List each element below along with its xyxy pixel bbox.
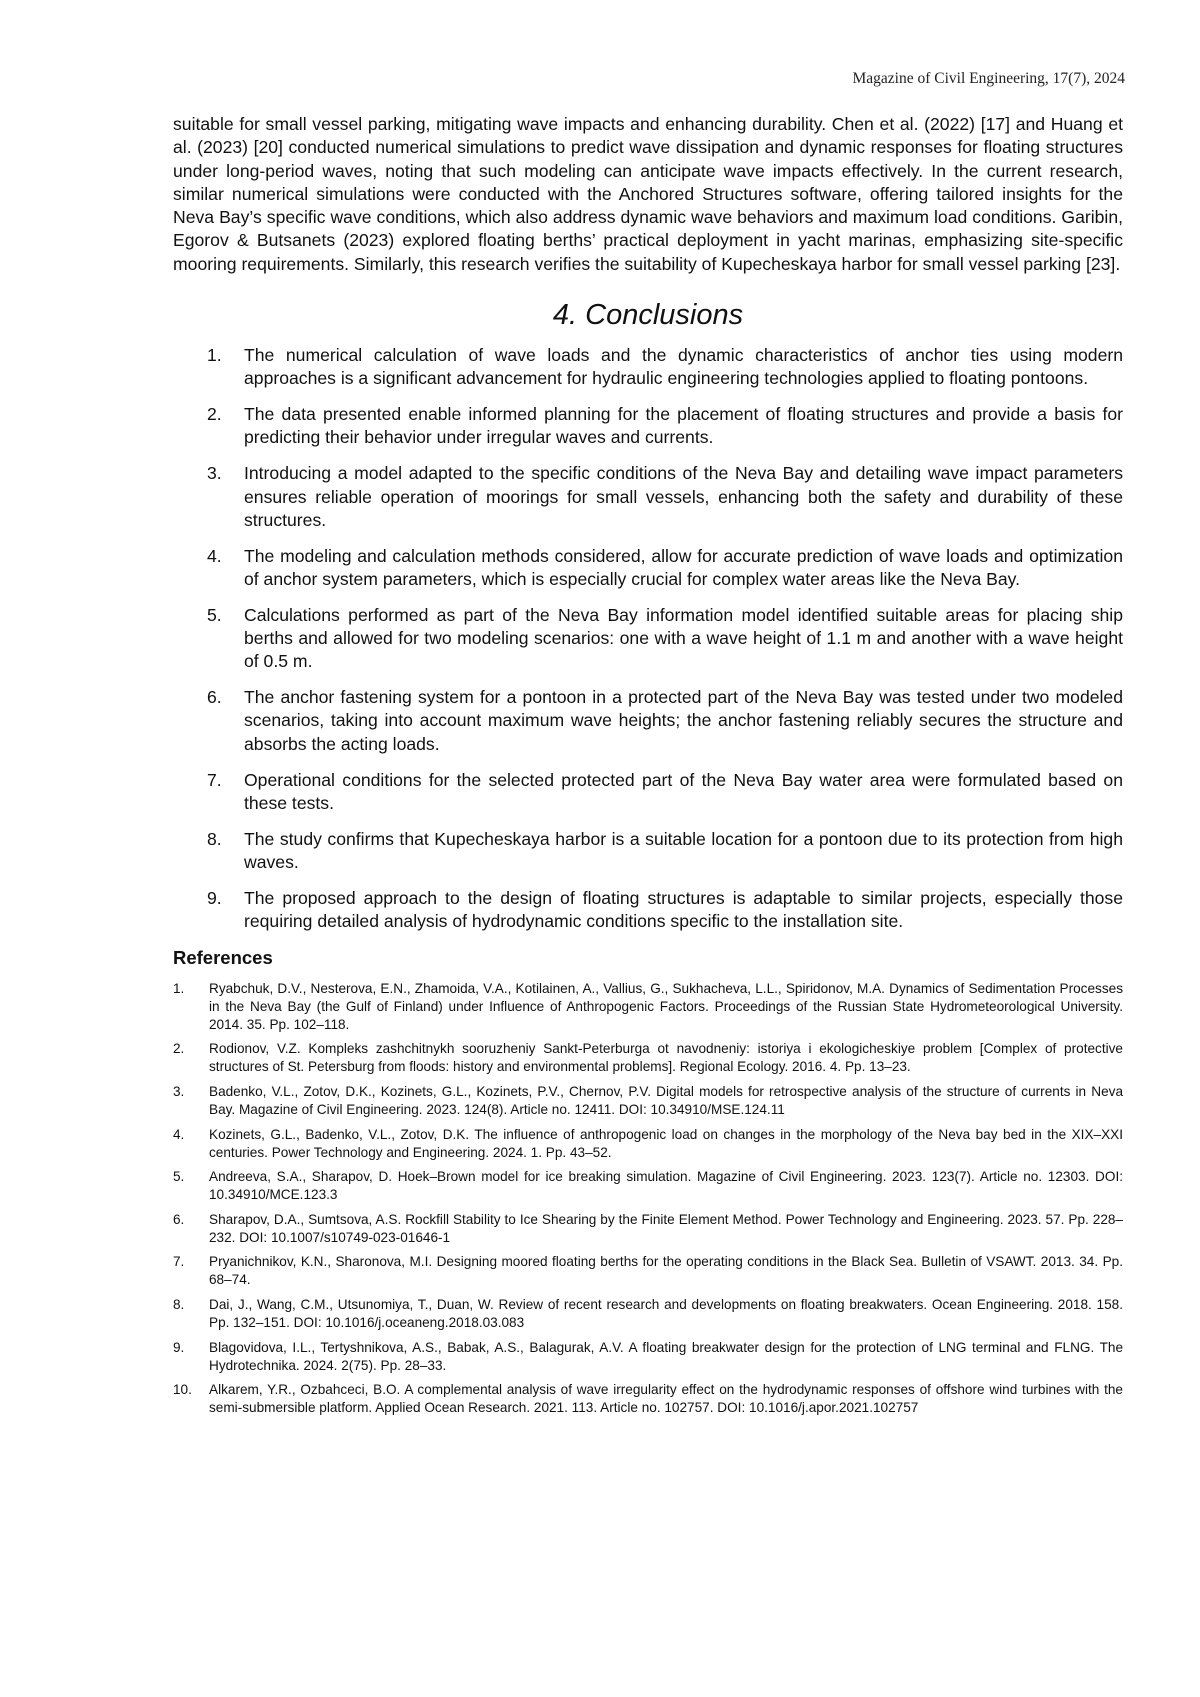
reference-number: 6.	[173, 1211, 185, 1227]
conclusion-text: The data presented enable informed planning for the placement of floating structures and provide a basis for predicting their behavior under irregular waves and currents.	[244, 404, 1123, 448]
conclusion-text: The proposed approach to the design of floating structures is adaptable to similar projects, especially those requiring detailed analysis of hydrodynamic conditions specific to the installation site.	[244, 887, 1123, 932]
reference-item	[173, 1253, 1123, 1289]
conclusion-number: 7.	[207, 769, 222, 790]
conclusion-text: The anchor fastening system for a pontoon in a protected part of the Neva Bay was tested under two modeled scenarios, taking into account maximum wave heights; the anchor fastening reliably secures the structure and absorbs the acting loads.	[244, 687, 1123, 754]
reference-text: Badenko, V.L., Zotov, D.K., Kozinets, G.L., Kozinets, P.V., Chernov, P.V. Digital models for retrospective analysis of the structure of currents in Neva Bay. Magazine of Civil Engineering. 2023. 124(8). Article no. 12411. DOI: 10.34910/MSE.124.11	[209, 1084, 1123, 1117]
conclusion-text: The modeling and calculation methods considered, allow for accurate prediction of wave loads and optimization of anchor system parameters, which is especially crucial for complex water areas like the Neva Bay.	[244, 545, 1123, 589]
conclusion-item	[173, 686, 1123, 756]
conclusion-text: The study confirms that Kupecheskaya harbor is a suitable location for a pontoon due to its protection from high waves.	[244, 828, 1123, 872]
reference-number: 4.	[173, 1126, 185, 1142]
conclusion-number: 1.	[207, 345, 222, 366]
conclusion-item	[173, 403, 1123, 450]
reference-text: Rodionov, V.Z. Kompleks zashchitnykh sooruzheniy Sankt-Peterburga ot navodneniy: istoriya i ekologicheskiye problem [Complex of protective structures of St. Petersburg from floods: history and environmental problems]. Regional Ecology. 2016. 4. Pp. 13–23.	[209, 1041, 1123, 1075]
reference-item	[173, 1126, 1123, 1162]
reference-number: 7.	[173, 1254, 185, 1270]
reference-item	[173, 980, 1123, 1034]
conclusion-number: 4.	[207, 545, 222, 566]
conclusion-item	[173, 769, 1123, 816]
conclusion-text: Introducing a model adapted to the specific conditions of the Neva Bay and detailing wave impact parameters ensures reliable operation of moorings for small vessels, enhancing both the safety and durability of these structures.	[244, 463, 1123, 530]
reference-item	[173, 1040, 1123, 1076]
reference-item	[173, 1339, 1123, 1375]
reference-number: 3.	[173, 1084, 185, 1099]
reference-number: 9.	[173, 1339, 185, 1355]
reference-text: Pryanichnikov, K.N., Sharonova, M.I. Designing moored floating berths for the operating conditions in the Black Sea. Bulletin of VSAWT. 2013. 34. Pp. 68–74.	[209, 1254, 1123, 1288]
reference-number: 8.	[173, 1296, 185, 1312]
conclusion-text: The numerical calculation of wave loads and the dynamic characteristics of anchor ties using modern approaches is a significant advancement for hydraulic engineering technologies applied to floating pontoons.	[244, 345, 1123, 389]
references-list	[173, 980, 1123, 1417]
reference-item	[173, 1083, 1123, 1119]
reference-item	[173, 1168, 1123, 1204]
conclusion-item	[173, 545, 1123, 592]
conclusions-heading: 4. Conclusions	[552, 299, 744, 332]
reference-number: 1.	[173, 980, 185, 996]
page-content	[173, 113, 1123, 1424]
reference-item	[173, 1296, 1123, 1332]
reference-text: Blagovidova, I.L., Tertyshnikova, A.S., Babak, A.S., Balagurak, A.V. A floating breakwater design for the protection of LNG terminal and FLNG. The Hydrotechnika. 2024. 2(75). Pp. 28–33.	[209, 1339, 1123, 1373]
reference-text: Dai, J., Wang, C.M., Utsunomiya, T., Duan, W. Review of recent research and developments on floating breakwaters. Ocean Engineering. 2018. 158. Pp. 132–151. DOI: 10.1016/j.oceaneng.2018.03.083	[209, 1296, 1123, 1330]
reference-text: Alkarem, Y.R., Ozbahceci, B.O. A complemental analysis of wave irregularity effect on the hydrodynamic responses of offshore wind turbines with the semi-submersible platform. Applied Ocean Research. 2021. 113. Article no. 102757. DOI: 10.1016/j.apor.2021.102757	[209, 1382, 1123, 1416]
conclusion-number: 3.	[207, 463, 222, 484]
conclusion-text: Calculations performed as part of the Neva Bay information model identified suitable areas for placing ship berths and allowed for two modeling scenarios: one with a wave height of 1.1 m and another with a wave height of 0.5 m.	[244, 604, 1123, 672]
reference-text: Kozinets, G.L., Badenko, V.L., Zotov, D.K. The influence of anthropogenic load on changes in the morphology of the Neva bay bed in the XIX–XXI centuries. Power Technology and Engineering. 2024. 1. Pp. 43–52.	[209, 1126, 1123, 1160]
reference-text: Andreeva, S.A., Sharapov, D. Hoek–Brown model for ice breaking simulation. Magazine of Civil Engineering. 2023. 123(7). Article no. 12303. DOI: 10.34910/MCE.123.3	[209, 1169, 1123, 1203]
reference-text: Ryabchuk, D.V., Nesterova, E.N., Zhamoida, V.A., Kotilainen, A., Vallius, G., Sukhacheva, L.L., Spiridonov, M.A. Dynamics of Sedimentation Processes in the Neva Bay (the Gulf of Finland) under Influence of Anthropogenic Factors. Proceedings of the Russian State Hydrometeorological University. 2014. 35. Pp. 102–118.	[209, 980, 1123, 1032]
reference-item	[173, 1381, 1123, 1417]
conclusion-number: 5.	[207, 604, 222, 625]
conclusion-number: 8.	[207, 828, 222, 849]
reference-number: 2.	[173, 1041, 185, 1057]
conclusion-text: Operational conditions for the selected protected part of the Neva Bay water area were formulated based on these tests.	[244, 769, 1123, 813]
intro-paragraph: suitable for small vessel parking, mitigating wave impacts and enhancing durability. Chen et al. (2022) [17] and Huang et al. (2023) [20] conducted numerical simulations to predict wave dissipation and dynamic responses for floating structures under long-period waves, noting that such modeling can anticipate wave impacts effectively. In the current research, similar numerical simulations were conducted with the Anchored Structures software, offering tailored insights for the Neva Bay’s specific wave conditions, which also address dynamic wave behaviors and maximum load conditions. Garibin, Egorov & Butsanets (2023) explored floating berths’ practical deployment in yacht marinas, emphasizing site-specific mooring requirements. Similarly, this research verifies the suitability of Kupecheskaya harbor for small vessel parking [23].	[173, 114, 1123, 274]
reference-number: 5.	[173, 1169, 185, 1185]
conclusion-item	[173, 604, 1123, 674]
conclusion-number: 6.	[207, 687, 222, 708]
conclusion-number: 2.	[207, 404, 222, 425]
reference-text: Sharapov, D.A., Sumtsova, A.S. Rockfill Stability to Ice Shearing by the Finite Element Method. Power Technology and Engineering. 2023. 57. Pp. 228–232. DOI: 10.1007/s10749-023-01646-1	[209, 1211, 1123, 1245]
conclusion-item	[173, 828, 1123, 875]
reference-number: 10.	[173, 1382, 192, 1398]
conclusion-number: 9.	[207, 887, 222, 908]
conclusions-list	[173, 344, 1123, 933]
conclusion-item	[173, 462, 1123, 532]
references-heading: References	[173, 946, 273, 968]
running-header: Magazine of Civil Engineering, 17(7), 2024	[852, 70, 1125, 87]
conclusion-item	[173, 887, 1123, 934]
reference-item	[173, 1211, 1123, 1247]
conclusion-item	[173, 344, 1123, 391]
